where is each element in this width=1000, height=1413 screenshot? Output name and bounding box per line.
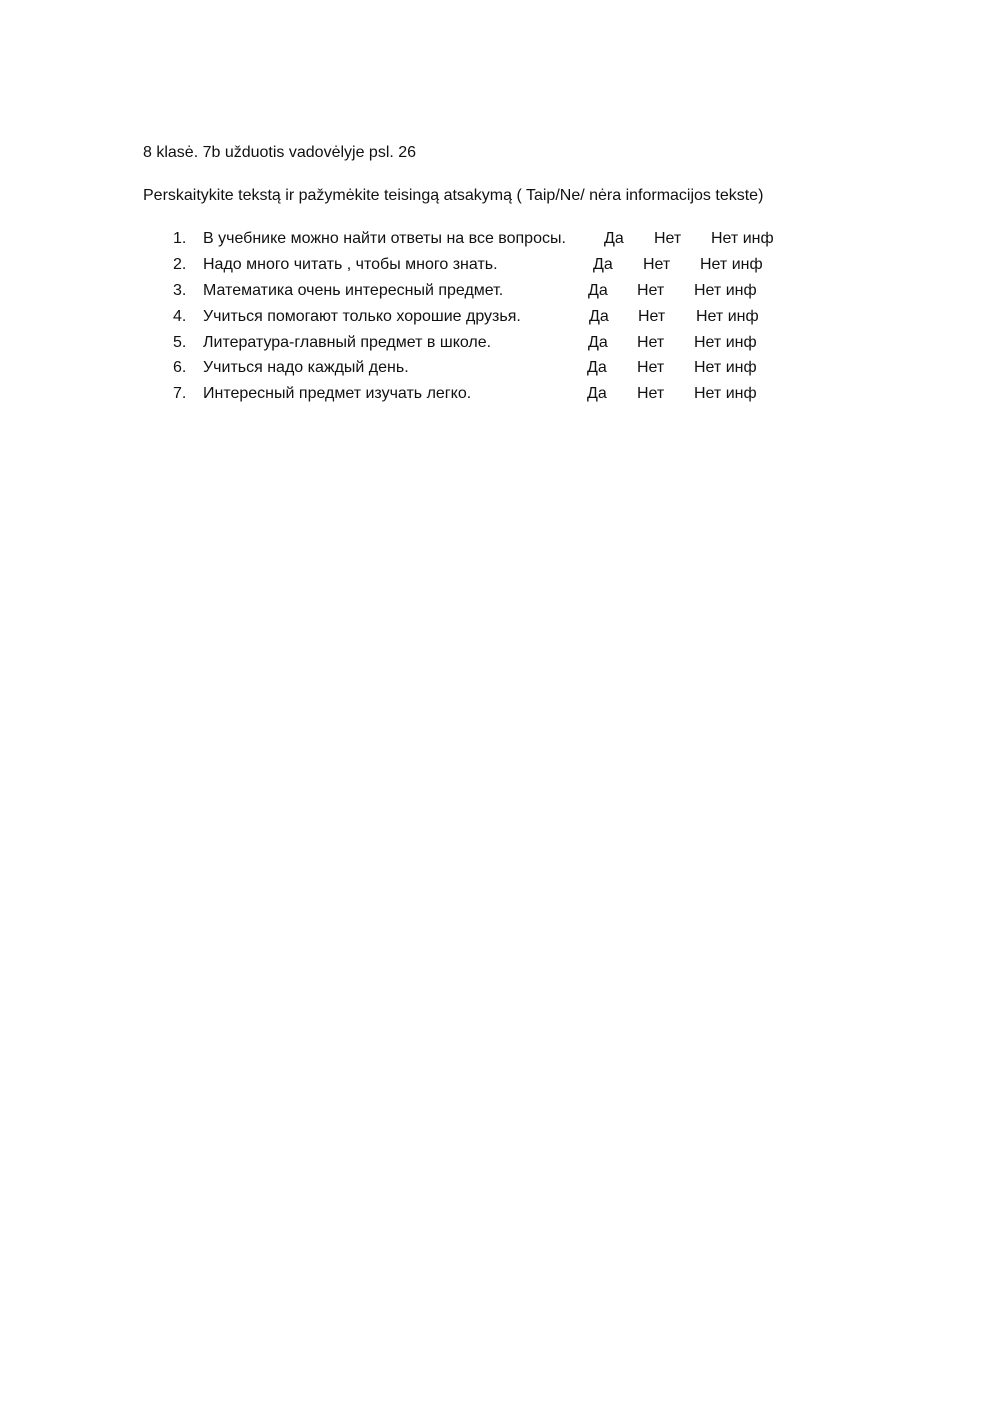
option-da[interactable]: Да <box>588 282 608 299</box>
question-text: Интересный предмет изучать легко. <box>203 385 472 402</box>
option-net-inf[interactable]: Нет инф <box>711 230 774 247</box>
option-net[interactable]: Нет <box>637 359 665 376</box>
question-number: 5. <box>173 334 187 351</box>
question-item-4 <box>0 308 1000 328</box>
question-text: Учиться надо каждый день. <box>203 359 409 376</box>
option-da[interactable]: Да <box>593 256 613 273</box>
option-da[interactable]: Да <box>587 385 607 402</box>
question-number: 2. <box>173 256 187 273</box>
question-item-6 <box>0 359 1000 379</box>
question-item-5 <box>0 334 1000 354</box>
option-net[interactable]: Нет <box>643 256 671 273</box>
question-number: 6. <box>173 359 187 376</box>
option-net-inf[interactable]: Нет инф <box>700 256 763 273</box>
instruction-text: Perskaitykite tekstą ir pažymėkite teisingą atsakymą ( Taip/Ne/ nėra informacijos tekste) <box>143 187 764 204</box>
question-item-7 <box>0 385 1000 405</box>
option-da[interactable]: Да <box>604 230 624 247</box>
document-heading: 8 klasė. 7b užduotis vadovėlyje psl. 26 <box>143 144 417 161</box>
question-number: 3. <box>173 282 187 299</box>
option-net-inf[interactable]: Нет инф <box>694 334 757 351</box>
question-number: 4. <box>173 308 187 325</box>
question-number: 1. <box>173 230 187 247</box>
option-net[interactable]: Нет <box>638 308 666 325</box>
option-net[interactable]: Нет <box>637 282 665 299</box>
option-da[interactable]: Да <box>588 334 608 351</box>
option-da[interactable]: Да <box>587 359 607 376</box>
option-da[interactable]: Да <box>589 308 609 325</box>
question-number: 7. <box>173 385 187 402</box>
option-net[interactable]: Нет <box>637 334 665 351</box>
question-item-1 <box>0 230 1000 250</box>
option-net-inf[interactable]: Нет инф <box>694 359 757 376</box>
option-net-inf[interactable]: Нет инф <box>696 308 759 325</box>
question-item-2 <box>0 256 1000 276</box>
option-net[interactable]: Нет <box>654 230 682 247</box>
option-net-inf[interactable]: Нет инф <box>694 385 757 402</box>
question-item-3 <box>0 282 1000 302</box>
option-net-inf[interactable]: Нет инф <box>694 282 757 299</box>
option-net[interactable]: Нет <box>637 385 665 402</box>
question-text: Литература-главный предмет в школе. <box>203 334 492 351</box>
question-text: Учиться помогают только хорошие друзья. <box>203 308 521 325</box>
question-text: Надо много читать , чтобы много знать. <box>203 256 498 273</box>
question-text: В учебнике можно найти ответы на все вопросы. <box>203 230 566 247</box>
question-list <box>0 0 1000 420</box>
question-text: Математика очень интересный предмет. <box>203 282 504 299</box>
